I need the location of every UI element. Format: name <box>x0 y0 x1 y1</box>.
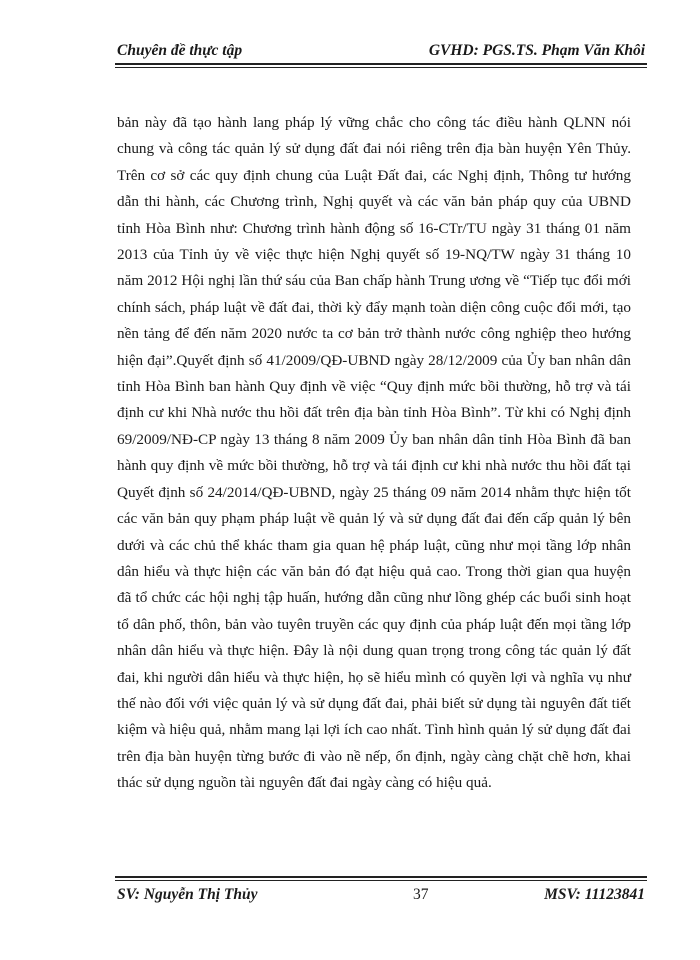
text-line: 2013 của Tỉnh ủy về việc thực hiện Nghị quyết số 19-NQ/TW ngày 31 tháng 10 <box>117 246 631 264</box>
text-line: chính sách, pháp luật về đất đai, thời kỳ đẩy mạnh toàn diện công cuộc đổi mới, tạo <box>117 298 631 316</box>
text-line: các văn bản quy phạm pháp luật về quản lý và sử dụng đất đai đến cấp quản lý bên <box>117 510 631 528</box>
text-line: kiệm và hiệu quả, nhằm mang lại lợi ích cao nhất. Tình hình quản lý sử dụng đất đai <box>117 721 631 739</box>
text-line: đã tổ chức các hội nghị tập huấn, hướng dẫn cũng như lồng ghép các buổi sinh hoạt <box>117 589 631 607</box>
text-line: Trên cơ sở các quy định chung của Luật Đất đai, các Nghị định, Thông tư hướng <box>117 166 631 184</box>
text-line: chung và công tác quản lý sử dụng đất đai nói riêng trên địa bàn huyện Yên Thủy. <box>117 140 631 158</box>
header-rule <box>115 63 647 68</box>
text-line: nền tảng để đến năm 2020 nước ta cơ bản trở thành nước công nghiệp theo hướng <box>117 325 631 343</box>
text-line: dưới và các chủ thể khác tham gia quan hệ pháp luật, cũng như mọi tầng lớp nhân <box>117 536 631 554</box>
footer-student-id: MSV: 11123841 <box>544 886 645 903</box>
text-line: hiện đại”.Quyết định số 41/2009/QĐ-UBND ngày 28/12/2009 của Ủy ban nhân dân <box>117 351 631 369</box>
text-line: thế nào đối với việc quản lý và sử dụng đất đai, phải biết sử dụng tài nguyên đất tiết <box>117 694 631 712</box>
text-line: định cư khi Nhà nước thu hồi đất trên địa bàn tỉnh Hòa Bình”. Từ khi có Nghị định <box>117 404 631 422</box>
header-right: GVHD: PGS.TS. Phạm Văn Khôi <box>428 42 645 59</box>
text-line: 69/2009/NĐ-CP ngày 13 tháng 8 năm 2009 Ủy ban nhân dân tỉnh Hòa Bình đã ban <box>117 430 631 448</box>
page-header <box>117 38 645 60</box>
footer-rule <box>115 876 647 881</box>
page-number: 37 <box>413 886 429 903</box>
text-line: hành quy định về mức bồi thường, hỗ trợ và tái định cư khi nhà nước thu hồi đất tại <box>117 457 631 475</box>
text-line: đai, khi người dân hiểu và thực hiện, họ sẽ hiểu mình có quyền lợi và nghĩa vụ như <box>117 668 631 686</box>
text-line: tỉnh Hòa Bình ban hành Quy định về việc “Quy định mức bồi thường, hỗ trợ và tái <box>117 378 631 396</box>
text-line: trên địa bàn huyện từng bước đi vào nề nếp, ổn định, ngày càng chặt chẽ hơn, khai <box>117 747 631 765</box>
page-footer <box>117 884 645 906</box>
text-line: Quyết định số 24/2014/QĐ-UBND, ngày 25 tháng 09 năm 2014 nhằm thực hiện tốt <box>117 483 631 501</box>
text-line: tỉnh Hòa Bình như: Chương trình hành động số 16-CTr/TU ngày 31 tháng 01 năm <box>117 219 631 237</box>
text-line: nhân dân hiểu và thực hiện. Đây là nội dung quan trọng trong công tác quản lý đất <box>117 642 631 660</box>
text-line: năm 2012 Hội nghị lần thứ sáu của Ban chấp hành Trung ương về “Tiếp tục đổi mới <box>117 272 631 290</box>
text-line: dân hiểu và thực hiện các văn bản đó đạt hiệu quả cao. Trong thời gian qua huyện <box>117 562 631 580</box>
text-line-last: thác sử dụng nguồn tài nguyên đất đai ngày càng có hiệu quả. <box>117 774 492 792</box>
body-text <box>117 110 631 797</box>
text-line: dẫn thi hành, các Chương trình, Nghị quyết và các văn bản pháp quy của UBND <box>117 193 631 211</box>
text-line: bản này đã tạo hành lang pháp lý vững chắc cho công tác điều hành QLNN nói <box>117 114 631 131</box>
footer-student: SV: Nguyễn Thị Thủy <box>117 886 258 903</box>
text-line: tổ dân phố, thôn, bản vào tuyên truyền các quy định của pháp luật đến mọi tầng lớp <box>117 615 631 633</box>
header-left: Chuyên đề thực tập <box>117 42 243 59</box>
